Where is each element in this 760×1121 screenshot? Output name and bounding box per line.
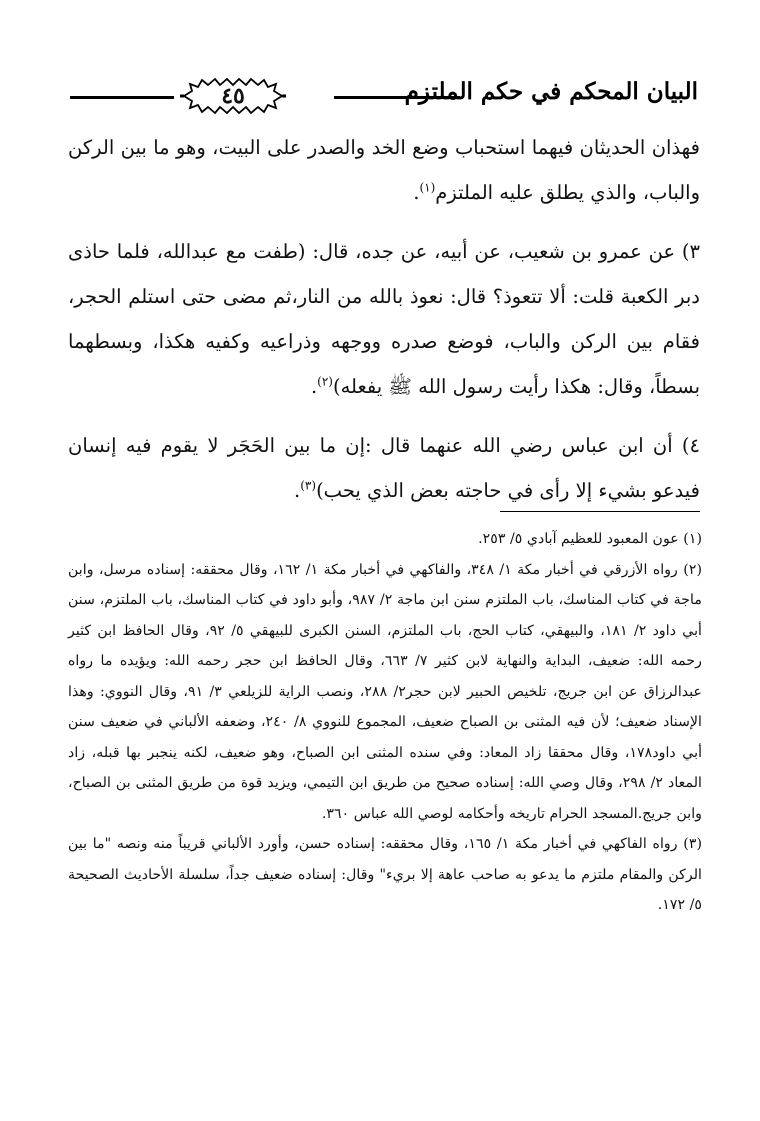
page-header (70, 76, 698, 120)
footnote-ref-2: (٢) (317, 374, 333, 389)
header-rule-left (70, 96, 174, 99)
paragraph-2: ٣) عن عمرو بن شعيب، عن أبيه، عن جده، قال: (طفت مع عبدالله، فلما حاذى دبر الكعبة قلت: ألا تتعوذ؟ قال: نعوذ بالله من النار،ثم مضى حتى استلم الحجر، فقام بين الركن والباب، فوضع صدره ووجهه وذراعيه وكفيه هكذا، وبسطهما بسطاً، وقال: هكذا رأيت رسول الله ﷺ يفعله)$^{(٢)}$. (68, 240, 700, 398)
footnote-3: (٣) رواه الفاكهي في أخبار مكة ١/ ١٦٥، وقال محققه: إسناده حسن، وأورد الألباني قريباً منه ونصه "ما بين الركن والمقام ملتزم ما يدعو به صاحب عاهة إلا بريء" وقال: إسناده ضعيف جداً، سلسلة الأحاديث الصحيحة ٥/ ١٧٢. (68, 836, 703, 913)
footnote-1: (١) عون المعبود للعظيم آبادي ٥/ ٢٥٣. (478, 531, 702, 547)
page-number-ornament (180, 76, 286, 116)
footnote-ref-1: (١) (419, 180, 436, 195)
main-text (68, 125, 700, 513)
footnote-ref-3: (٣) (300, 478, 317, 493)
header-rule-right (334, 96, 460, 99)
running-title: البيان المحكم في حكم الملتزم (404, 78, 698, 105)
paragraph-3: ٤) أن ابن عباس رضي الله عنهما قال :إن ما بين الحَجَر لا يقوم فيه إنسان فيدعو بشيء إلا رأى في حاجته بعض الذي يحب)$^{(٣)}$. (68, 434, 700, 502)
footnote-separator (500, 511, 700, 512)
footnotes (68, 524, 702, 921)
footnote-2: (٢) رواه الأزرقي في أخبار مكة ١/ ٣٤٨، والفاكهي في أخبار مكة ١/ ١٦٢، وقال محققه: إسناده مرسل، وابن ماجة في كتاب المناسك، باب الملتزم سنن ابن ماجة ٢/ ٩٨٧، وأبو داود في كتاب المناسك، باب الملتزم، سنن أبي داود ٢/ ١٨١، والبيهقي، كتاب الحج، باب الملتزم، السنن الكبرى للبيهقي ٥/ ٩٢، وقال الحافظ ابن كثير رحمه الله: ضعيف، البداية والنهاية لابن كثير ٧/ ٦٦٣، وقال الحافظ ابن حجر رحمه الله: ويؤيده ما رواه عبدالرزاق عن ابن جريج، تلخيص الحبير لابن حجر٢/ ٢٨٨، ونصب الراية للزيلعي ٣/ ٩١، وقال النووي: وهذا الإسناد ضعيف؛ لأن فيه المثنى بن الصباح ضعيف، المجموع للنووي ٨/ ٢٤٠، وضعفه الألباني في ضعيف سنن أبي داود١٧٨، وقال محققا زاد المعاد: وفي سنده المثنى ابن الصباح، وهو ضعيف، لكنه ينجبر بها قبله، زاد المعاد ٢/ ٢٩٨، وقال وصي الله: إسناده صحيح من طريق ابن التيمي، ويزيد قوة من طريق المثنى بن الصباح، وابن جريج.المسجد الحرام تاريخه وأحكامه لوصي الله عباس ٣٦٠. (68, 561, 703, 822)
page-number: ٤٥ (221, 83, 245, 109)
paragraph-1: فهذان الحديثان فيهما استحباب وضع الخد والصدر على البيت، وهو ما بين الركن والباب، والذي يطلق عليه الملتزم$^{(١)}$. (68, 136, 700, 204)
